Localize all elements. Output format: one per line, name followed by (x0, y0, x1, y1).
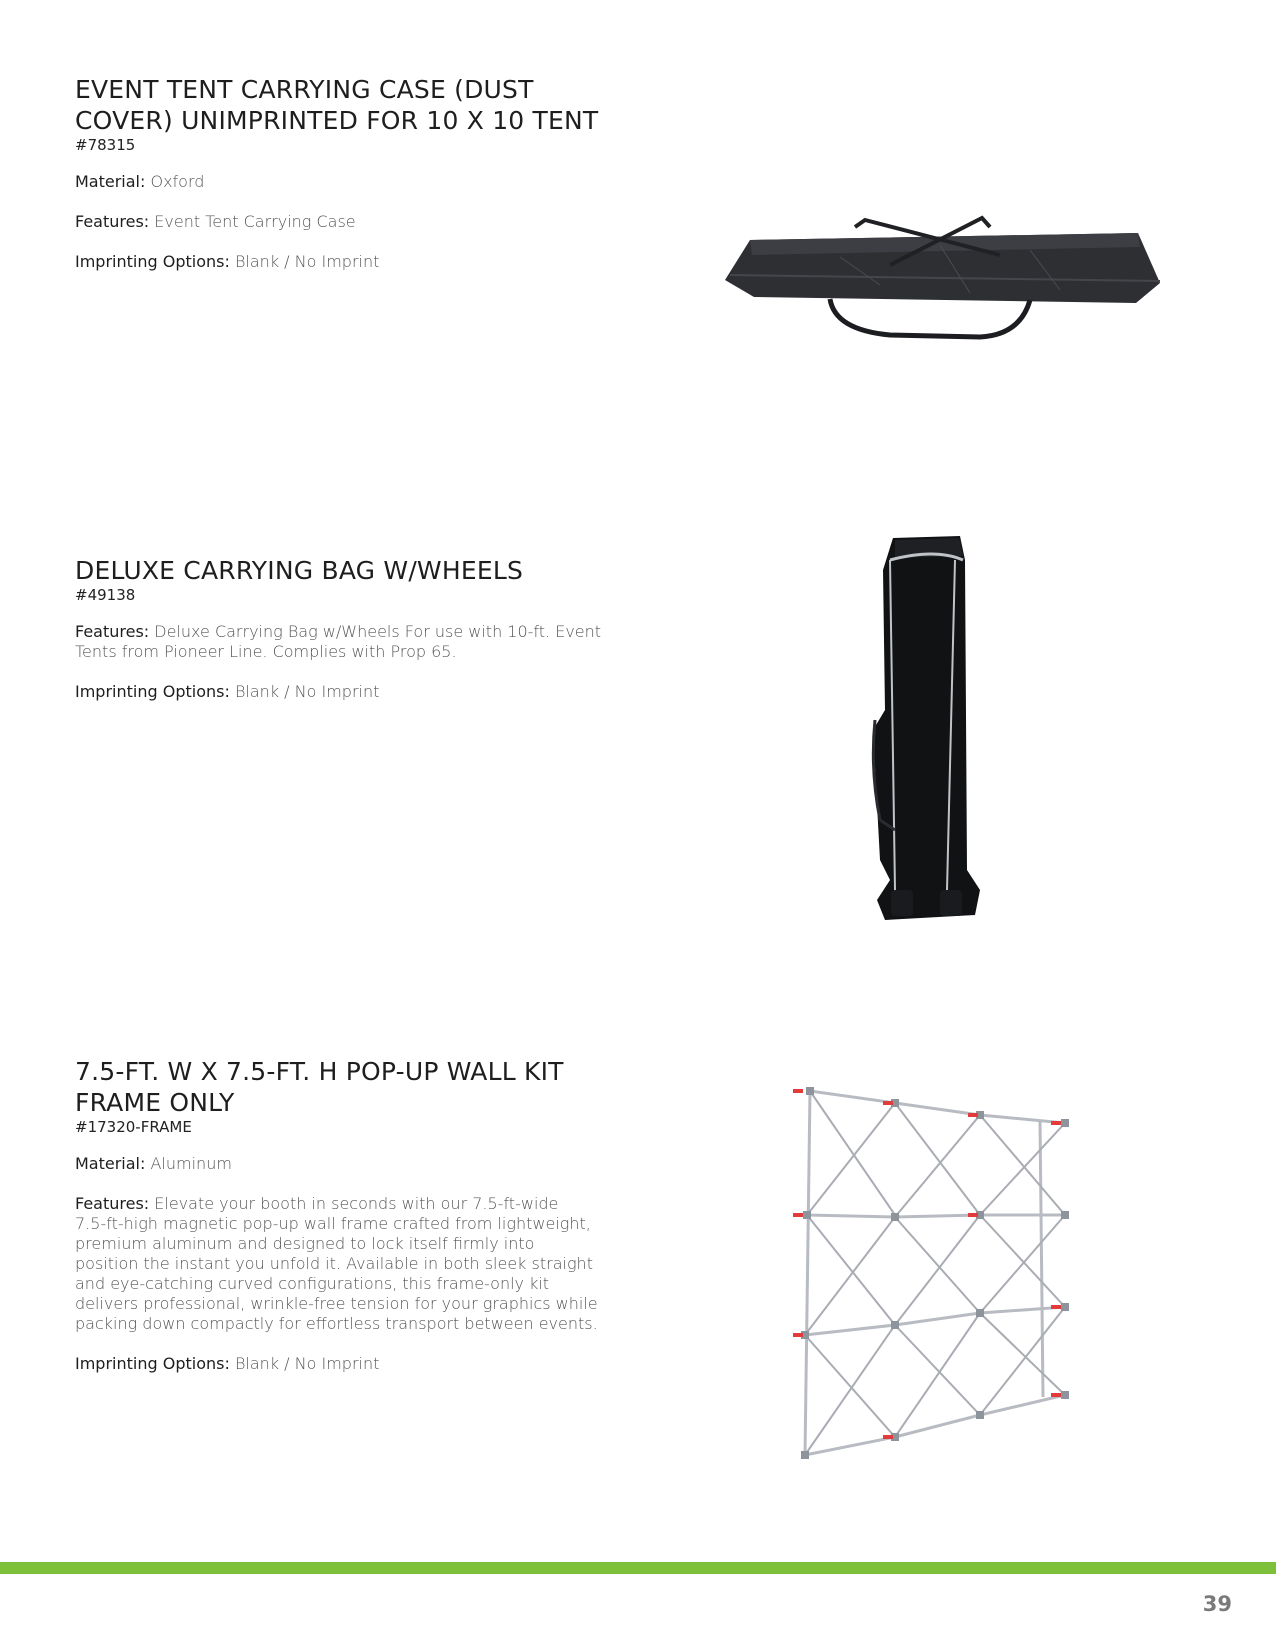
wheeled-carrying-bag-image (855, 530, 995, 940)
material-field: Material: Aluminum (75, 1154, 232, 1173)
product-sku: #78315 (75, 136, 136, 154)
product-17320-frame (75, 1056, 655, 1394)
product-sku: #17320-FRAME (75, 1118, 192, 1136)
product-78315 (75, 74, 655, 292)
product-49138 (75, 555, 655, 722)
product-title: EVENT TENT CARRYING CASE (DUST COVER) UNIMPRINTED FOR 10 X 10 TENT (75, 75, 599, 135)
product-title: DELUXE CARRYING BAG W/WHEELS (75, 556, 524, 585)
product-title: 7.5-FT. W X 7.5-FT. H POP-UP WALL KIT FRAME ONLY (75, 1057, 564, 1117)
page-number: 39 (1202, 1592, 1232, 1616)
features-field: Features: Deluxe Carrying Bag w/Wheels For use with 10-ft. Event Tents from Pioneer Line. Complies with Prop 65. (75, 622, 602, 661)
footer-accent-bar (0, 1562, 1276, 1574)
features-field: Features: Event Tent Carrying Case (75, 212, 356, 231)
imprinting-field: Imprinting Options: Blank / No Imprint (75, 252, 380, 271)
tent-carrying-case-image (720, 215, 1170, 345)
product-sku: #49138 (75, 586, 136, 604)
imprinting-field: Imprinting Options: Blank / No Imprint (75, 682, 380, 701)
popup-wall-frame-image (785, 1085, 1085, 1485)
material-field: Material: Oxford (75, 172, 205, 191)
features-field: Features: Elevate your booth in seconds with our 7.5-ft-wide 7.5-ft-high magnetic pop-up wall frame crafted from lightweight, premium aluminum and designed to lock itself firmly into position the instant you unfold it. Available in both sleek straight and eye-catching curved configurations, this frame-only kit delivers professional, wrinkle-free tension for your graphics while packing down compactly for effortless transport between events. (75, 1194, 598, 1333)
imprinting-field: Imprinting Options: Blank / No Imprint (75, 1354, 380, 1373)
